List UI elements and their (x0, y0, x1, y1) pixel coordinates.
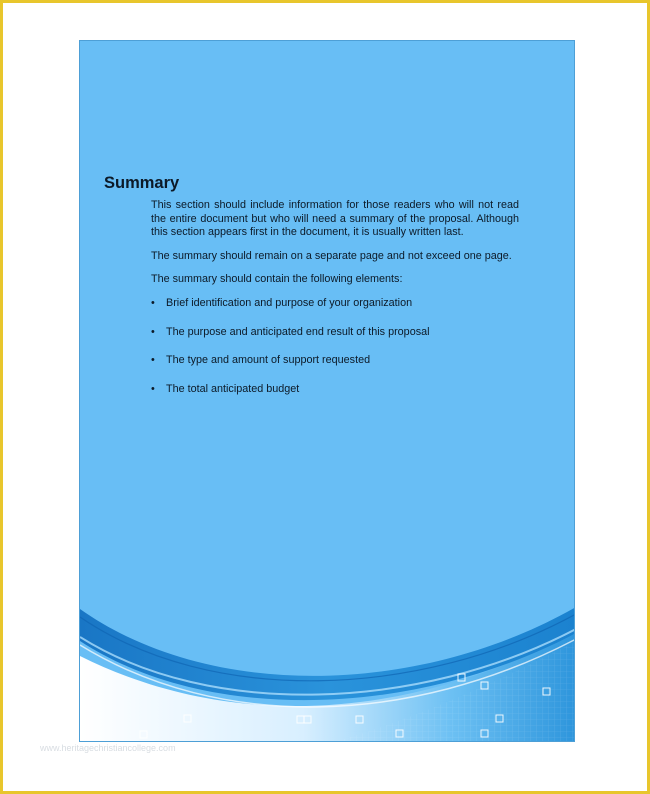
bullet-icon: • (151, 354, 155, 367)
watermark-text: www.heritagechristiancollege.com (40, 743, 176, 753)
bullet-icon: • (151, 325, 155, 338)
list-item-text: The total anticipated budget (166, 382, 300, 395)
list-item-text: The type and amount of support requested (166, 354, 371, 367)
bullet-icon: • (151, 296, 155, 309)
paragraph-elements: The summary should contain the following elements: (151, 273, 403, 286)
document-page (79, 40, 575, 742)
paragraph-intro: This section should include information for those readers who will not read the entire document but who will need a summary of the proposal. Although this section appears first in the document, it is usually written last. (151, 199, 519, 239)
list-item-text: Brief identification and purpose of your organization (166, 296, 413, 309)
paragraph-length: The summary should remain on a separate page and not exceed one page. (151, 249, 512, 262)
summary-heading: Summary (104, 174, 180, 192)
bullet-icon: • (151, 382, 155, 395)
list-item-text: The purpose and anticipated end result of this proposal (166, 325, 430, 338)
decorative-wave (80, 41, 575, 742)
